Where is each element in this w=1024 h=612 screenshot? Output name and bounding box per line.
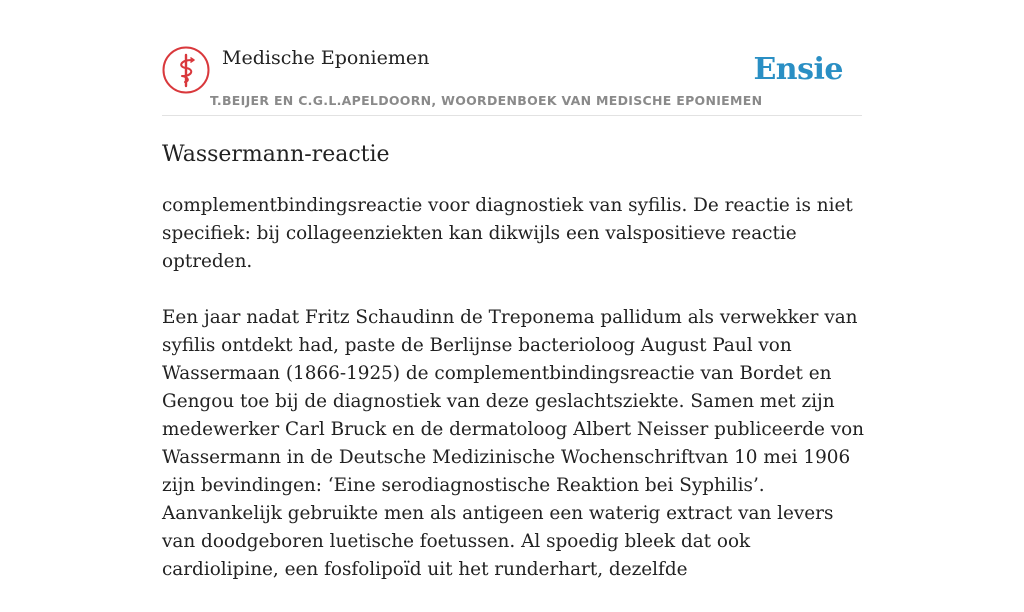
definition-paragraph: complementbindingsreactie voor diagnostiek van syfilis. De reactie is niet specifiek: bij collageenziekten kan dikwijls een valspositieve reactie optreden. xyxy=(162,195,853,272)
entry-body xyxy=(162,192,872,612)
entry-title: Wassermann-reactie xyxy=(162,142,390,167)
source-title[interactable]: Medische Eponiemen xyxy=(222,47,430,69)
brand-logo[interactable]: Ensie xyxy=(753,52,843,87)
source-subtitle: T.BEIJER EN C.G.L.APELDOORN, WOORDENBOEK VAN MEDISCHE EPONIEMEN xyxy=(210,93,763,108)
source-header xyxy=(162,46,862,116)
caduceus-icon[interactable] xyxy=(162,46,210,94)
header-divider xyxy=(162,115,862,116)
history-paragraph: Een jaar nadat Fritz Schaudinn de Treponema pallidum als verwekker van syfilis ontdekt had, paste de Berlijnse bacterioloog August Paul von Wassermaan (1866-1925) de complementbindingsreactie van Bordet en Gengou toe bij de diagnostiek van deze geslachtsziekte. Samen met zijn medewerker Carl Bruck en de dermatoloog Albert Neisser publiceerde von Wassermann in de Deutsche Medizinische Wochenschriftvan 10 mei 1906 zijn bevindingen: ‘Eine serodiagnostische Reaktion bei Syphilis’. Aanvankelijk gebruikte men als antigeen een waterig extract van levers van doodgeboren luetische foetussen. Al spoedig bleek dat ook cardiolipine, een fosfolipoïd uit het runderhart, dezelfde xyxy=(162,307,865,580)
